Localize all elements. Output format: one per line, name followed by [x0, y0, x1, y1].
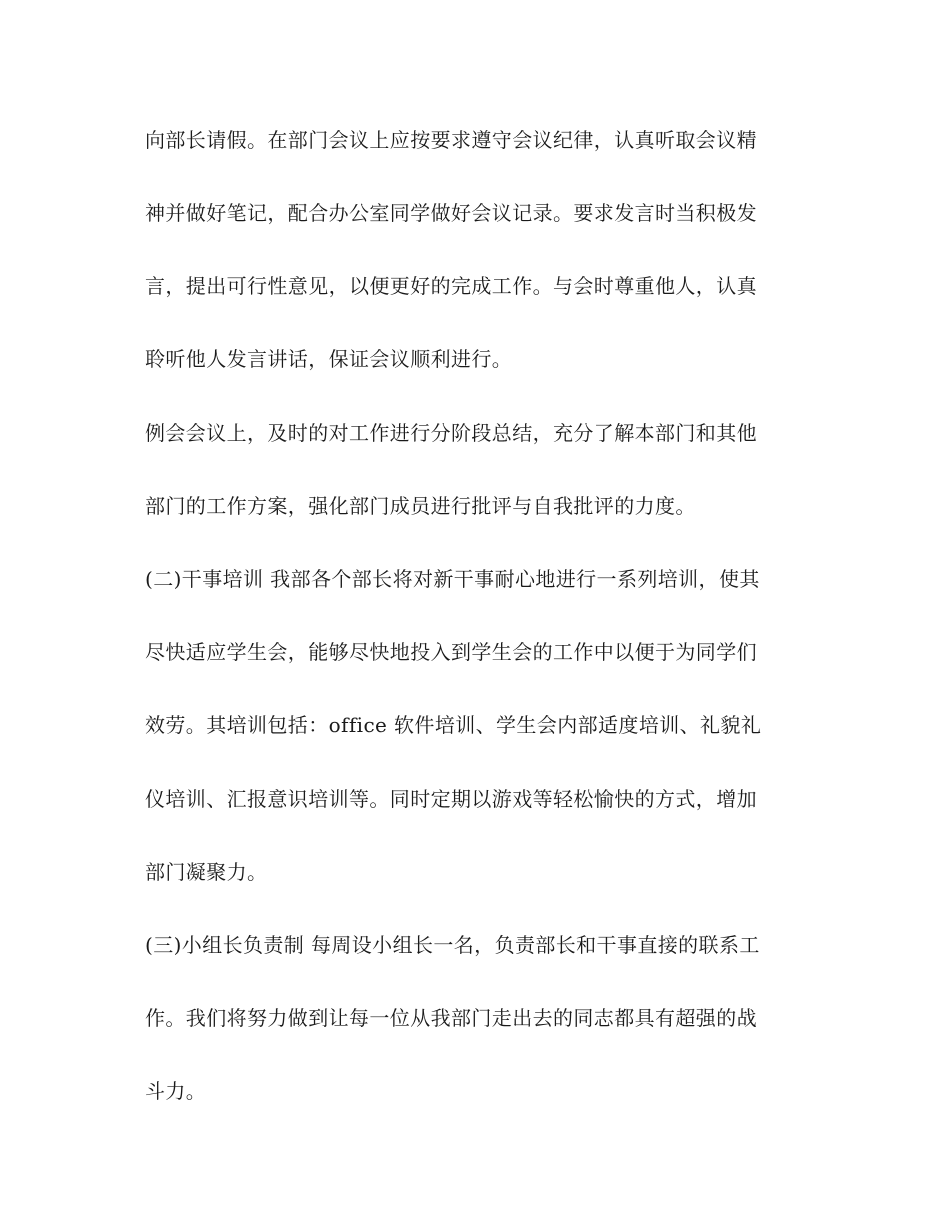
text-line: 仪培训、汇报意识培训等。同时定期以游戏等轻松愉快的方式，增加 — [145, 787, 757, 811]
text-line: 聆听他人发言讲话，保证会议顺利进行。 — [145, 347, 513, 371]
text-line: 作。我们将努力做到让每一位从我部门走出去的同志都具有超强的战 — [145, 1006, 757, 1030]
text-line: 例会会议上，及时的对工作进行分阶段总结，充分了解本部门和其他 — [145, 421, 757, 445]
text-line: 效劳。其培训包括：office 软件培训、学生会内部适度培训、礼貌礼 — [145, 713, 762, 737]
text-line: 部门凝聚力。 — [145, 860, 268, 884]
text-line: 部门的工作方案，强化部门成员进行批评与自我批评的力度。 — [145, 494, 696, 518]
text-line: 尽快适应学生会，能够尽快地投入到学生会的工作中以便于为同学们 — [145, 640, 757, 664]
text-line: 向部长请假。在部门会议上应按要求遵守会议纪律，认真听取会议精 — [145, 128, 757, 152]
text-line: 言，提出可行性意见，以便更好的完成工作。与会时尊重他人，认真 — [145, 274, 757, 298]
text-line: 斗力。 — [145, 1079, 207, 1103]
text-line: 神并做好笔记，配合办公室同学做好会议记录。要求发言时当积极发 — [145, 201, 757, 225]
text-line: (三)小组长负责制 每周设小组长一名，负责部长和干事直接的联系工 — [145, 933, 760, 957]
text-line: (二)干事培训 我部各个部长将对新干事耐心地进行一系列培训，使其 — [145, 567, 760, 591]
